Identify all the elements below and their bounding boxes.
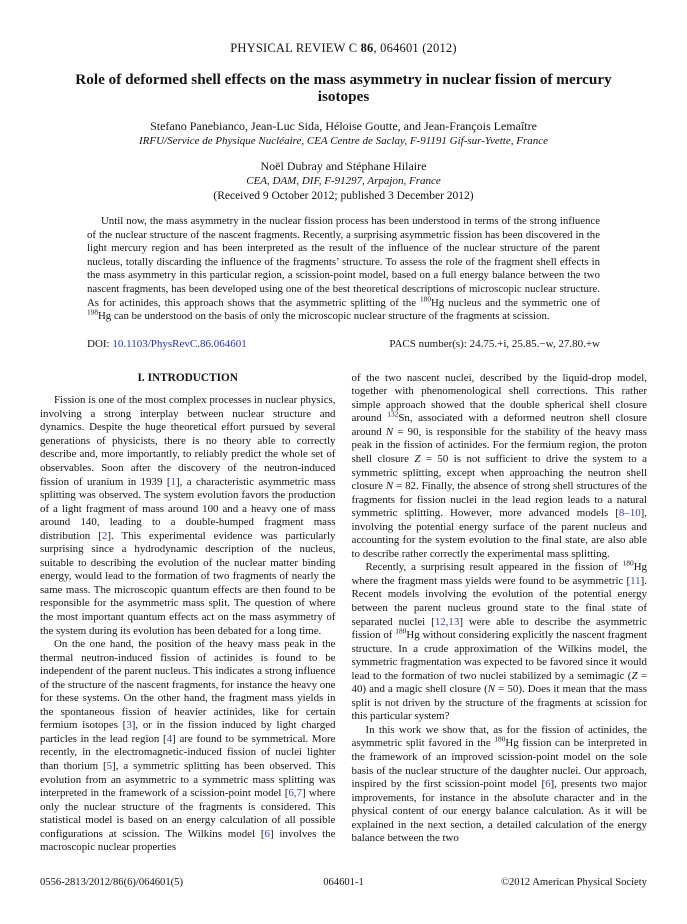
text-run: = 50). Does it mean that the mass split is not driven by the structure of the fragments at scission for this particular system? (351, 683, 647, 723)
page-footer (40, 877, 647, 888)
text-run: Hg nucleus and the symmetric one of (430, 296, 601, 309)
text-run: = 50 is not sufficient to drive the system to a symmetric splitting, except when approaching the neutron shell closure (351, 452, 647, 493)
text-run: Until now, the mass asymmetry in the nuclear fission process has been understood in terms of the strong influence of the nuclear structure of the nascent fragments. Recently, a surprising asymmetric fission has been discovered in the light mercury region and has been interpreted as the result of the influence of the nuclear structure of the parent nucleus, totally discarding the influence of the fragments’ structure. To assess the role of the fragment shell effects in the mass asymmetry in this particular region, a scission-point model, based on a full energy balance between the two nascent fragments, has been developed using one of the best theoretical descriptions of microscopic nuclear structure. As for actinides, this approach shows that the asymmetric splitting of the (87, 214, 600, 309)
text-run: ] involves the macroscopic nuclear properties (40, 827, 336, 854)
right-column (352, 372, 648, 855)
superscript-text: 180 (622, 558, 634, 568)
citation-ref[interactable]: 2 (101, 529, 108, 542)
text-run: Sn, associated with a deformed neutron shell closure around (351, 412, 648, 438)
citation-ref[interactable]: 6 (264, 827, 270, 840)
text-run: N (385, 425, 394, 438)
citation-ref[interactable]: 6,7 (288, 787, 302, 800)
superscript-text: 180 (419, 293, 431, 303)
affiliation-2: CEA, DAM, DIF, F-91297, Arpajon, France (246, 174, 441, 187)
text-run: Fission is one of the most complex processes in nuclear physics, involving a strong interplay between nuclear structure and dynamics. Despite the huge theoretical effort pursued by several generations of physicists, there is no theory able to correctly describe and, more importantly, to reliably predict the whole set of observables. Soon after the discovery of the neutron-induced fission of uranium in 1939 [ (40, 394, 336, 488)
text-run: ] were able to describe the asymmetric fission of (351, 615, 647, 642)
affiliation-1: IRFU/Service de Physique Nucléaire, CEA Centre de Saclay, F-91191 Gif-sur-Yvette, France (138, 134, 548, 147)
text-run: Recently, a surprising result appeared in the fission of (365, 561, 623, 574)
citation-ref[interactable]: 5 (106, 760, 113, 772)
text-run: of the two nascent nuclei, described by the liquid-drop model, together with phenomenological shell corrections. This rather simple approach showed that the double spherical shell closure around (351, 371, 647, 425)
text-run: In this work we show that, as for the fission of actinides, the asymmetric split favored in the (351, 723, 647, 750)
citation-ref[interactable]: 4 (166, 732, 173, 745)
text-run: ] where only the nuclear structure of the fragments is considered. This statistical model is based on an energy calculation of all possible configurations at scission. The Wilkins model [ (40, 787, 336, 840)
text-run: Z (631, 669, 638, 682)
doi-entry (87, 338, 247, 350)
text-run: ], a characteristic asymmetric mass splitting was observed. The system evolution favors the production of a light fragment of mass around 100 and a heavy one of mass around 140, leading to a double-humped fragment mass distribution [ (40, 475, 336, 542)
section-heading-introduction: I. INTRODUCTION (137, 371, 238, 384)
doi-label: DOI: (87, 337, 113, 350)
text-run: ], a symmetric splitting has been observed. This evolution from an asymmetric to a symmetric mass splitting was interpreted in the framework of a scission-point model [ (40, 760, 336, 800)
text-run: Z (414, 452, 421, 465)
doi-link[interactable]: 10.1103/PhysRevC.86.064601 (112, 337, 247, 350)
copyright: ©2012 American Physical Society (500, 877, 647, 888)
paragraph (352, 372, 648, 562)
superscript-text: 180 (395, 626, 407, 636)
journal-volume: 86 (360, 41, 374, 55)
two-column-body (40, 372, 647, 855)
abstract (87, 215, 600, 324)
journal-header-pre: PHYSICAL REVIEW C (230, 41, 361, 55)
paragraph (351, 558, 648, 724)
citation-ref[interactable]: 1 (170, 475, 176, 488)
page-number: 064601-1 (323, 877, 364, 888)
received-dates: (Received 9 October 2012; published 3 December 2012) (213, 189, 474, 202)
text-run: ] are found to be symmetrical. More recently, in the electromagnetic-induced fission of nuclei lighter than thorium [ (40, 732, 336, 772)
text-run: ], or in the fission induced by light charged particles in the lead region [ (40, 719, 336, 745)
paper-title: Role of deformed shell effects on the mass asymmetry in nuclear fission of mercury isotopes (75, 71, 612, 106)
doi-pacs-line (87, 338, 600, 350)
text-run: ], involving the potential energy surface of the parent nucleus and accounting for the system evolution to the final state, are also able to describe rather correctly the experimental mass splitting. (351, 507, 647, 560)
left-column (40, 372, 336, 855)
text-run: N (487, 683, 495, 696)
superscript-text: 198 (87, 307, 98, 317)
text-run: Hg can be understood on the basis of only the microscopic nuclear structure of the fragments at scission. (98, 310, 550, 323)
citation-ref[interactable]: 12,13 (434, 615, 460, 628)
citation-ref[interactable]: 8–10 (618, 507, 641, 520)
paragraph (40, 394, 336, 638)
text-run: Hg without considering explicitly the nascent fragment structure. In a crude approximation of the Wilkins model, the symmetric fragmentation was expected to be favored since it would lead to the formation of two nuclei stabilized by a semimagic ( (351, 629, 647, 682)
text-run: Hg fission can be interpreted in the framework of an improved scission-point model on the sole basis of the nuclear structure of the daughter nuclei. Our approach, inspired by the first scission-point model [ (351, 737, 648, 791)
paragraph (40, 638, 336, 855)
text-run: ]. Recent models involving the evolution of the potential energy between the parent nucleus ground state to the final state of separated nuclei [ (351, 574, 647, 628)
citation-ref[interactable]: 6 (545, 778, 551, 791)
author-line-1: Stefano Panebianco, Jean-Luc Sida, Héloise Goutte, and Jean-François Lemaître (150, 118, 537, 133)
journal-header-post: , 064601 (2012) (373, 41, 457, 55)
journal-header (0, 0, 687, 56)
superscript-text: 180 (494, 734, 506, 744)
text-run: = 82. Finally, the absence of strong shell structures of the fragments for fission nuclei in the lead region leads to a natural symmetric splitting. However, more advanced models [ (351, 480, 648, 520)
text-run: = 90, is responsible for the stability of the heavy mass peak in the fission of actinides. For the fermium region, the proton shell closure (351, 425, 647, 465)
citation-ref[interactable]: 3 (126, 719, 132, 732)
superscript-text: 132 (387, 409, 399, 419)
text-run: N (385, 480, 394, 493)
text-run: = 40) and a magic shell closure ( (351, 669, 647, 696)
citation-ref[interactable]: 11 (630, 574, 641, 587)
author-line-2: Noël Dubray and Stéphane Hilaire (260, 158, 427, 173)
text-run: Hg where the fragment mass yields were found to be asymmetric [ (351, 561, 647, 587)
issn-code: 0556-2813/2012/86(6)/064601(5) (40, 877, 184, 888)
text-run: On the one hand, the position of the heavy mass peak in the thermal neutron-induced fission of actinides is found to be independent of the parent nucleus. This indicates a strong influence of the structure of the nascent fragments, for instance the heavy one for these systems. On the other hand, the fragment mass yields in the spontaneous fission of heavier actinides, like for certain fermium isotopes [ (40, 638, 336, 732)
text-run: ], presents two major improvements, for instance in the absolute character and in the physical content of our energy balance calculation. As it will be explained in the next section, a detailed calculation of the energy balance between the two (351, 778, 648, 845)
text-run: ]. This experimental evidence was particularly surprising since a hydrodynamic description of the nucleus, suitable to describing the evolution of the nuclear matter binding energy, would lead to the formation of two fragments of nearly the same mass. The microscopic quantum effects are then found to be responsible for the asymmetric mass split. The question of where the most important quantum effects act on the mass asymmetry of the system during its evolution has been debated for a long time. (40, 529, 336, 637)
pacs-numbers: PACS number(s): 24.75.+i, 25.85.−w, 27.80.+w (389, 337, 600, 350)
paragraph (352, 724, 648, 846)
